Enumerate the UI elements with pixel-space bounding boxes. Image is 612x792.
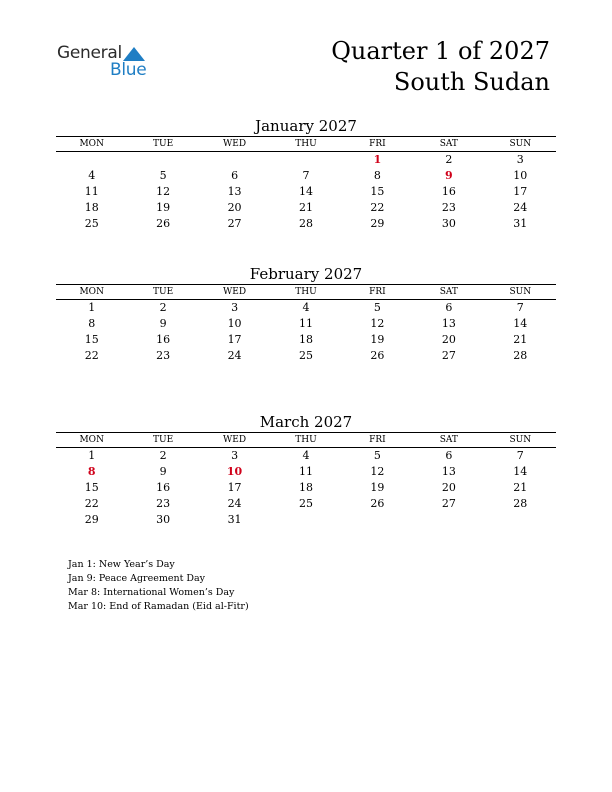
day-cell: 20 xyxy=(441,333,456,346)
weekday-header-row xyxy=(56,284,556,300)
day-cell xyxy=(485,512,556,528)
day-cell: 16 xyxy=(156,333,171,346)
day-cell: 7 xyxy=(302,169,310,182)
month-january xyxy=(56,116,556,232)
day-cell: 24 xyxy=(227,349,242,362)
weekday-header: MON xyxy=(79,287,104,297)
week-row xyxy=(56,300,556,316)
day-cell: 28 xyxy=(298,217,313,230)
weekday-header: WED xyxy=(223,139,247,149)
day-cell: 12 xyxy=(156,185,171,198)
day-cell: 24 xyxy=(227,497,242,510)
day-cell: 8 xyxy=(88,317,96,330)
weekday-header: TUE xyxy=(153,287,174,297)
weekday-header: TUE xyxy=(153,139,174,149)
day-cell: 2 xyxy=(159,301,167,314)
day-cell: 18 xyxy=(84,201,99,214)
weekday-header: TUE xyxy=(153,435,174,445)
week-row xyxy=(56,348,556,364)
day-cell: 31 xyxy=(513,217,528,230)
day-cell: 14 xyxy=(298,185,313,198)
day-cell: 29 xyxy=(370,217,385,230)
day-cell xyxy=(270,152,341,168)
week-row xyxy=(56,512,556,528)
day-cell: 16 xyxy=(441,185,456,198)
day-cell: 13 xyxy=(441,465,456,478)
day-cell: 29 xyxy=(84,513,99,526)
day-cell: 23 xyxy=(156,497,171,510)
weekday-header: FRI xyxy=(369,139,386,149)
day-cell xyxy=(199,152,270,168)
day-cell: 2 xyxy=(159,449,167,462)
weekday-header: FRI xyxy=(369,287,386,297)
day-cell: 23 xyxy=(441,201,456,214)
day-cell: 25 xyxy=(84,217,99,230)
weekday-header: THU xyxy=(295,435,317,445)
day-cell: 7 xyxy=(516,449,524,462)
weekday-header: THU xyxy=(295,287,317,297)
weekday-header: MON xyxy=(79,139,104,149)
day-cell: 30 xyxy=(156,513,171,526)
day-cell xyxy=(342,512,413,528)
page-title xyxy=(331,36,550,98)
day-cell: 25 xyxy=(298,497,313,510)
logo-word-general: General xyxy=(57,43,122,63)
day-cell: 7 xyxy=(516,301,524,314)
weekday-header: SAT xyxy=(439,139,458,149)
day-cell: 22 xyxy=(84,497,99,510)
day-cell: 10 xyxy=(226,465,243,478)
month-title: January 2027 xyxy=(255,117,357,135)
day-cell: 15 xyxy=(84,333,99,346)
title-country: South Sudan xyxy=(393,68,550,96)
week-row xyxy=(56,152,556,168)
day-cell xyxy=(56,152,127,168)
weekday-header: SUN xyxy=(509,139,532,149)
day-cell: 14 xyxy=(513,465,528,478)
day-cell: 3 xyxy=(231,301,239,314)
day-cell: 9 xyxy=(445,169,453,182)
month-title: March 2027 xyxy=(259,413,353,431)
day-cell: 30 xyxy=(441,217,456,230)
day-cell: 19 xyxy=(370,333,385,346)
day-cell: 8 xyxy=(373,169,381,182)
day-cell xyxy=(127,152,198,168)
day-cell: 11 xyxy=(298,465,313,478)
day-cell: 12 xyxy=(370,465,385,478)
day-cell: 13 xyxy=(441,317,456,330)
day-cell: 8 xyxy=(87,465,96,478)
day-cell: 17 xyxy=(227,481,242,494)
day-cell: 23 xyxy=(156,349,171,362)
day-cell: 18 xyxy=(298,481,313,494)
holiday-notes xyxy=(68,558,249,614)
day-cell: 9 xyxy=(159,317,167,330)
day-cell: 19 xyxy=(156,201,171,214)
day-cell: 11 xyxy=(84,185,99,198)
day-cell: 24 xyxy=(513,201,528,214)
weekday-header: SUN xyxy=(509,435,532,445)
weekday-header-row xyxy=(56,432,556,448)
day-cell: 20 xyxy=(441,481,456,494)
day-cell: 1 xyxy=(373,153,382,166)
day-cell: 1 xyxy=(88,449,96,462)
day-cell: 19 xyxy=(370,481,385,494)
day-cell: 6 xyxy=(445,449,453,462)
day-cell: 21 xyxy=(298,201,313,214)
day-cell: 12 xyxy=(370,317,385,330)
day-cell: 9 xyxy=(159,465,167,478)
day-cell: 5 xyxy=(373,449,381,462)
weekday-header: WED xyxy=(223,435,247,445)
day-cell: 15 xyxy=(84,481,99,494)
day-cell: 25 xyxy=(298,349,313,362)
day-cell: 27 xyxy=(227,217,242,230)
day-cell: 28 xyxy=(513,497,528,510)
day-cell: 17 xyxy=(513,185,528,198)
day-cell: 6 xyxy=(231,169,239,182)
weekday-header: SUN xyxy=(509,287,532,297)
holiday-note: Mar 10: End of Ramadan (Eid al-Fitr) xyxy=(68,601,249,612)
day-cell: 20 xyxy=(227,201,242,214)
day-cell: 14 xyxy=(513,317,528,330)
day-cell: 4 xyxy=(302,301,310,314)
day-cell: 27 xyxy=(441,497,456,510)
day-cell: 22 xyxy=(370,201,385,214)
weekday-header: FRI xyxy=(369,435,386,445)
day-cell: 4 xyxy=(88,169,96,182)
week-row xyxy=(56,316,556,332)
day-cell: 27 xyxy=(441,349,456,362)
day-cell: 22 xyxy=(84,349,99,362)
week-row xyxy=(56,496,556,512)
week-row xyxy=(56,168,556,184)
day-cell: 21 xyxy=(513,333,528,346)
day-cell: 6 xyxy=(445,301,453,314)
day-cell: 4 xyxy=(302,449,310,462)
holiday-note: Mar 8: International Women’s Day xyxy=(68,587,235,598)
day-cell xyxy=(270,512,341,528)
day-cell: 28 xyxy=(513,349,528,362)
week-row xyxy=(56,448,556,464)
weekday-header: SAT xyxy=(439,287,458,297)
logo-word-blue: Blue xyxy=(110,60,147,80)
weekday-header: THU xyxy=(295,139,317,149)
weekday-header: SAT xyxy=(439,435,458,445)
day-cell: 15 xyxy=(370,185,385,198)
day-cell: 5 xyxy=(373,301,381,314)
day-cell: 13 xyxy=(227,185,242,198)
day-cell: 26 xyxy=(156,217,171,230)
week-row xyxy=(56,184,556,200)
generalblue-logo xyxy=(57,43,157,83)
logo-triangle-icon xyxy=(123,47,145,61)
weekday-header: MON xyxy=(79,435,104,445)
holiday-note: Jan 9: Peace Agreement Day xyxy=(68,573,206,584)
day-cell: 10 xyxy=(227,317,242,330)
day-cell: 10 xyxy=(513,169,528,182)
week-row xyxy=(56,464,556,480)
day-cell xyxy=(413,512,484,528)
month-february xyxy=(56,264,556,364)
day-cell: 3 xyxy=(516,153,524,166)
day-cell: 1 xyxy=(88,301,96,314)
day-cell: 21 xyxy=(513,481,528,494)
day-cell: 26 xyxy=(370,497,385,510)
day-cell: 26 xyxy=(370,349,385,362)
weekday-header: WED xyxy=(223,287,247,297)
day-cell: 16 xyxy=(156,481,171,494)
day-cell: 5 xyxy=(159,169,167,182)
day-cell: 11 xyxy=(298,317,313,330)
day-cell: 31 xyxy=(227,513,242,526)
week-row xyxy=(56,480,556,496)
day-cell: 18 xyxy=(298,333,313,346)
month-title: February 2027 xyxy=(249,265,363,283)
holiday-note: Jan 1: New Year’s Day xyxy=(68,559,175,570)
day-cell: 17 xyxy=(227,333,242,346)
day-cell: 2 xyxy=(445,153,453,166)
weekday-header-row xyxy=(56,136,556,152)
month-march xyxy=(56,412,556,528)
week-row xyxy=(56,332,556,348)
title-quarter: Quarter 1 of 2027 xyxy=(331,37,550,65)
week-row xyxy=(56,216,556,232)
day-cell: 3 xyxy=(231,449,239,462)
week-row xyxy=(56,200,556,216)
